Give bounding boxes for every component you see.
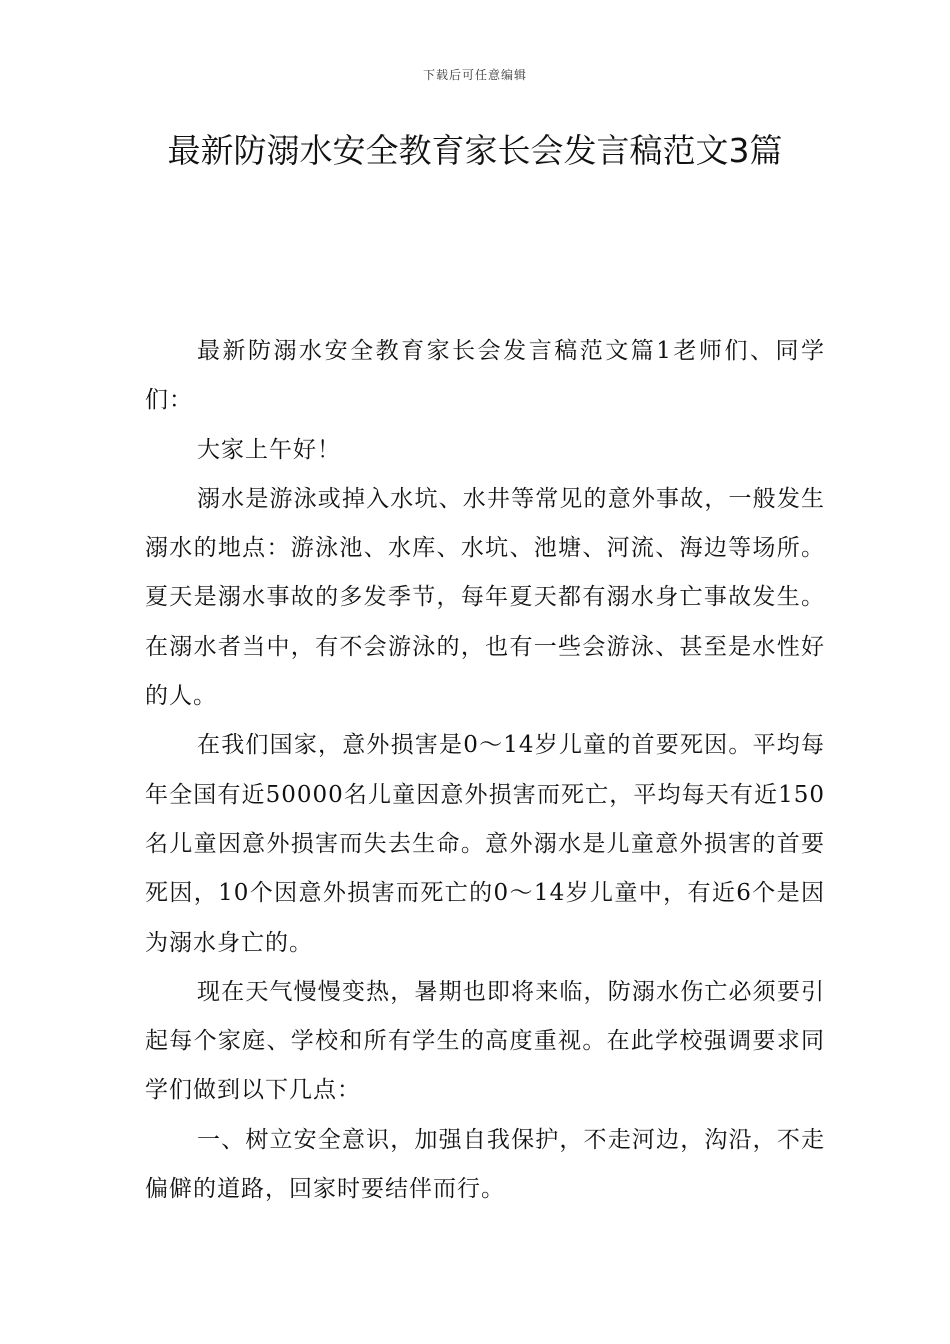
paragraph: 现在天气慢慢变热，暑期也即将来临，防溺水伤亡必须要引起每个家庭、学校和所有学生的高度重视。在此学校强调要求同学们做到以下几点： <box>145 978 825 1104</box>
paragraph: 大家上午好！ <box>197 436 341 463</box>
header-note: 下载后可任意编辑 <box>422 68 527 82</box>
paragraph: 最新防溺水安全教育家长会发言稿范文篇1老师们、同学们： <box>145 338 825 414</box>
document-body <box>145 327 825 1214</box>
paragraph: 一、树立安全意识，加强自我保护，不走河边，沟沿，不走偏僻的道路，回家时要结伴而行。 <box>145 1126 825 1203</box>
paragraph: 在我们国家，意外损害是0～14岁儿童的首要死因。平均每年全国有近50000名儿童因意外损害而死亡，平均每天有近150名儿童因意外损害而失去生命。意外溺水是儿童意外损害的首要死因，10个因意外损害而死亡的0～14岁儿童中，有近6个是因为溺水身亡的。 <box>145 732 825 956</box>
paragraph: 溺水是游泳或掉入水坑、水井等常见的意外事故，一般发生溺水的地点：游泳池、水库、水坑、池塘、河流、海边等场所。夏天是溺水事故的多发季节，每年夏天都有溺水身亡事故发生。在溺水者当中，有不会游泳的，也有一些会游泳、甚至是水性好的人。 <box>145 485 825 710</box>
document-title: 最新防溺水安全教育家长会发言稿范文3篇 <box>167 131 783 170</box>
